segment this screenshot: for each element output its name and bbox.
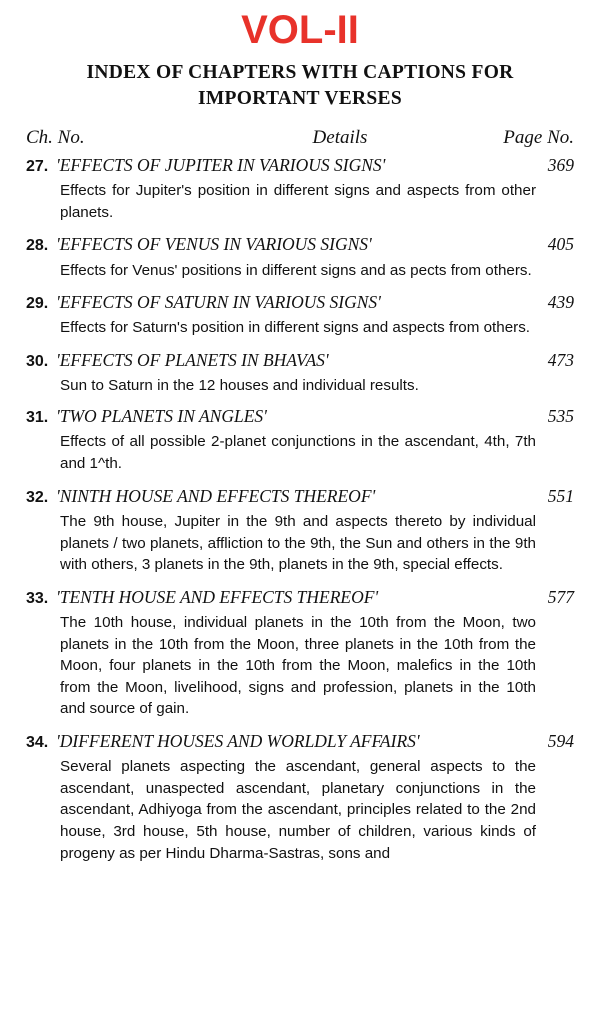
index-entry-row — [26, 404, 574, 429]
entry-title[interactable]: 'TENTH HOUSE AND EFFECTS THEREOF' — [56, 586, 379, 607]
index-entry — [26, 585, 574, 720]
entry-page-number: 369 — [547, 154, 574, 175]
entry-description: Effects for Saturn's position in different signs and aspects from others. — [60, 319, 531, 337]
column-header-chapter: Ch. No. — [26, 126, 85, 148]
entry-number: 27. — [26, 157, 49, 175]
index-entry-row — [26, 729, 574, 754]
index-entry-row — [26, 484, 574, 509]
index-entry — [26, 348, 574, 397]
index-entry-row — [26, 232, 574, 257]
entry-description: Effects of all possible 2-planet conjunctions in the ascendant, 4th, 7th and 1^th. — [60, 433, 536, 472]
entry-title[interactable]: 'EFFECTS OF PLANETS IN BHAVAS' — [56, 350, 329, 371]
entry-description: The 9th house, Jupiter in the 9th and aspects thereto by individual planets / two planets, affliction to the 9th, the Sun and others in the 9th with others, 3 planets in the 9th, planets in the 9th, special effects. — [60, 512, 536, 574]
index-entry-row — [26, 348, 574, 373]
entry-description: Effects for Jupiter's position in different signs and aspects from other planets. — [60, 182, 536, 221]
entry-number: 32. — [26, 488, 49, 506]
index-entry-row — [26, 585, 574, 610]
volume-title: VOL-II — [241, 8, 359, 52]
index-heading-line1: INDEX OF CHAPTERS WITH CAPTIONS FOR — [86, 62, 514, 83]
index-entry-row — [26, 153, 574, 178]
entry-number: 29. — [26, 295, 49, 313]
entry-number: 31. — [26, 409, 49, 427]
index-heading — [34, 60, 566, 113]
index-entry-row — [26, 290, 574, 315]
entry-description: Several planets aspecting the ascendant, general aspects to the ascendant, unaspected ascendant, planetary conjunctions in the ascendant, Adhiyoga from the ascendant, principles related to the 2nd house, 3rd house, 5th house, number of children, various kinds of progeny as per Hindu Dharma-Sastras, sons and — [60, 758, 536, 862]
index-entry — [26, 153, 574, 224]
entry-page-number: 594 — [547, 730, 574, 751]
entry-number: 34. — [26, 733, 49, 751]
entry-description: The 10th house, individual planets in the 10th from the Moon, two planets in the 10th from the Moon, three planets in the 10th from the Moon, four planets in the 10th from the Moon, malefics in the 10th from the Moon, livelihood, signs and profession, planets in the 10th and source of gain. — [60, 614, 536, 718]
entry-page-number: 535 — [547, 406, 574, 427]
column-header-page: Page No. — [503, 126, 574, 148]
entry-title[interactable]: 'TWO PLANETS IN ANGLES' — [56, 406, 267, 427]
entry-title[interactable]: 'NINTH HOUSE AND EFFECTS THEREOF' — [56, 485, 376, 506]
entry-title[interactable]: 'EFFECTS OF SATURN IN VARIOUS SIGNS' — [56, 292, 381, 313]
entry-description: Sun to Saturn in the 12 houses and individual results. — [60, 377, 419, 395]
index-entry — [26, 404, 574, 475]
index-entry — [26, 729, 574, 864]
entry-title[interactable]: 'EFFECTS OF JUPITER IN VARIOUS SIGNS' — [56, 154, 386, 175]
index-heading-line2: IMPORTANT VERSES — [197, 88, 403, 110]
entry-number: 30. — [26, 353, 49, 371]
entry-page-number: 405 — [547, 234, 574, 255]
index-entry — [26, 484, 574, 576]
column-header-details: Details — [312, 126, 368, 148]
entry-description: Effects for Venus' positions in different signs and as pects from others. — [60, 261, 532, 279]
index-entry — [26, 290, 574, 339]
index-entry — [26, 232, 574, 281]
entry-title[interactable]: 'DIFFERENT HOUSES AND WORLDLY AFFAIRS' — [56, 730, 420, 751]
index-entry-list — [26, 153, 574, 865]
entry-number: 28. — [26, 237, 49, 255]
entry-page-number: 439 — [547, 292, 574, 313]
entry-title[interactable]: 'EFFECTS OF VENUS IN VARIOUS SIGNS' — [56, 234, 372, 255]
entry-number: 33. — [26, 589, 49, 607]
entry-page-number: 551 — [547, 485, 574, 506]
entry-page-number: 473 — [547, 350, 574, 371]
entry-page-number: 577 — [547, 586, 574, 607]
index-page — [0, 8, 600, 1012]
column-headers — [26, 127, 574, 149]
